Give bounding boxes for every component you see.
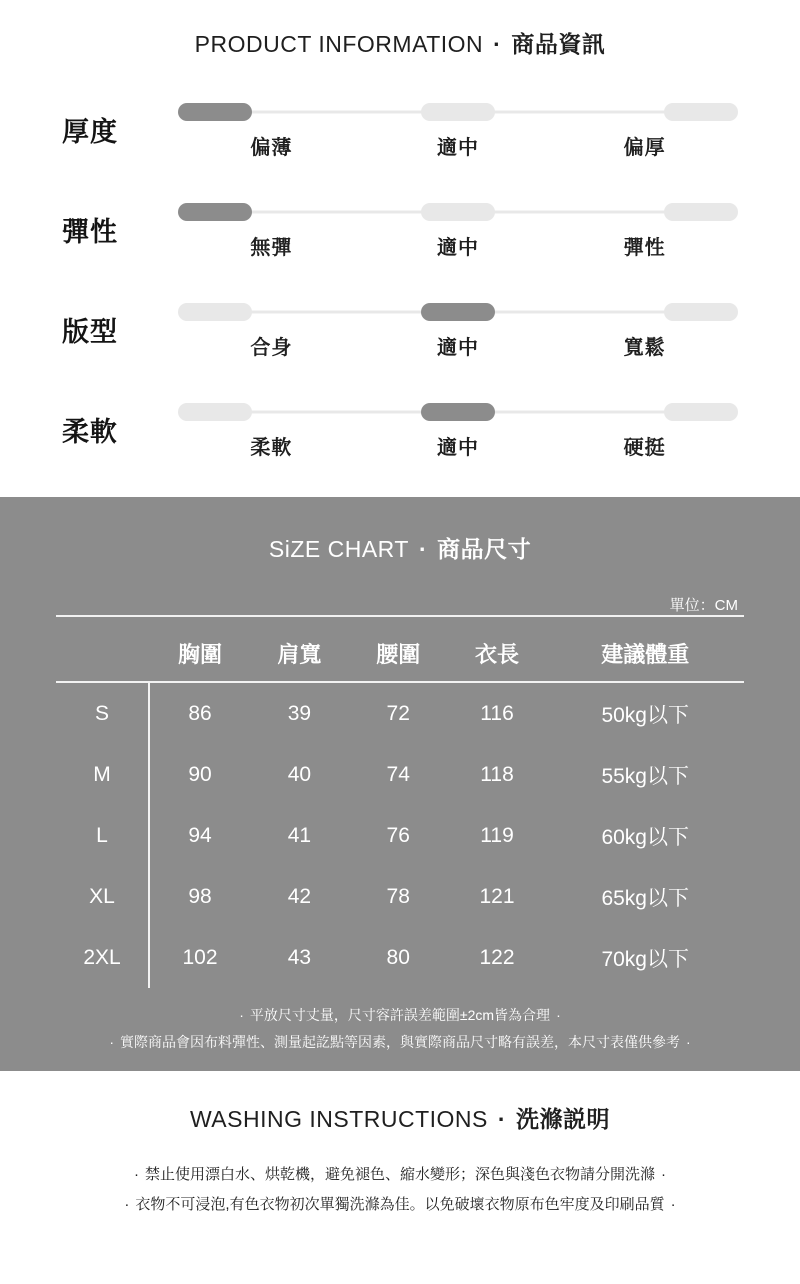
cell-shoulder: 42 xyxy=(287,884,312,908)
column-header-waist: 腰圍 xyxy=(349,625,448,682)
scale-tick-label: 偏厚 xyxy=(623,137,666,159)
scale-pip-1 xyxy=(421,203,495,221)
scale-pip-1 xyxy=(421,303,495,321)
washing-note xyxy=(0,1190,800,1220)
attribute-label: 厚度 xyxy=(62,117,118,147)
bullet-dot: · xyxy=(109,1033,114,1050)
cell-waist: 72 xyxy=(386,701,410,725)
scale-pip-0 xyxy=(178,303,252,321)
scale-tick-label: 柔軟 xyxy=(250,437,293,459)
cell-waist: 76 xyxy=(386,823,410,847)
attribute-row-softness xyxy=(62,397,738,497)
scale-ticks xyxy=(178,231,738,260)
cell-weight: 70kg以下 xyxy=(601,947,689,971)
washing-instructions-title-en: WASHING INSTRUCTIONS xyxy=(189,1106,488,1133)
size-chart-title xyxy=(0,531,800,564)
bullet-dot: · xyxy=(686,1033,691,1050)
cell-length: 121 xyxy=(479,884,515,908)
scale-tick-label: 寬鬆 xyxy=(623,337,666,359)
table-row xyxy=(56,866,744,927)
scale-pip-0 xyxy=(178,203,252,221)
scale-pip-2 xyxy=(664,303,738,321)
scale-tick-label: 適中 xyxy=(437,337,479,359)
bullet-dot: · xyxy=(670,1196,676,1214)
table-header-row xyxy=(56,625,744,682)
scale-tick-label: 彈性 xyxy=(623,237,666,259)
table-row xyxy=(56,805,744,866)
attribute-label: 版型 xyxy=(62,317,118,347)
scale-pip-1 xyxy=(421,103,495,121)
size-table xyxy=(56,625,744,988)
scale-track xyxy=(178,403,738,421)
scale-track xyxy=(178,303,738,321)
attribute-scale xyxy=(178,97,738,160)
size-chart-section xyxy=(0,497,800,1071)
cell-size: 2XL xyxy=(83,945,121,969)
cell-shoulder: 43 xyxy=(287,945,312,969)
cell-bust: 90 xyxy=(149,744,250,805)
cell-bust: 102 xyxy=(149,927,250,988)
title-separator-dot: · xyxy=(418,536,428,562)
table-row xyxy=(56,744,744,805)
scale-track xyxy=(178,103,738,121)
washing-instructions-title xyxy=(0,1101,800,1134)
size-chart-note xyxy=(0,1002,800,1029)
title-separator-dot: · xyxy=(493,31,502,57)
scale-tick-label: 適中 xyxy=(437,237,479,259)
scale-tick-label: 適中 xyxy=(437,437,479,459)
attribute-scale xyxy=(178,197,738,260)
size-chart-note xyxy=(0,1029,800,1056)
cell-size: XL xyxy=(89,884,115,908)
size-chart-title-en: SiZE CHART xyxy=(268,536,409,562)
scale-pip-0 xyxy=(178,103,252,121)
size-table-body xyxy=(56,682,744,988)
size-chart-note-text: 實際商品會因布料彈性、測量起訖點等因素，與實際商品尺寸略有誤差，本尺寸表僅供參考 xyxy=(120,1033,680,1050)
attribute-row-elasticity xyxy=(62,197,738,297)
scale-ticks xyxy=(178,431,738,460)
cell-length: 118 xyxy=(480,762,514,786)
column-header-weight: 建議體重 xyxy=(546,625,744,682)
product-information-title xyxy=(0,26,800,59)
cell-size: L xyxy=(96,823,108,847)
cell-length: 122 xyxy=(479,945,515,969)
table-row xyxy=(56,927,744,988)
attribute-list xyxy=(0,97,800,497)
attribute-label: 彈性 xyxy=(62,217,118,247)
column-header-size xyxy=(56,625,149,682)
product-information-title-en: PRODUCT INFORMATION xyxy=(194,31,484,57)
product-information-section xyxy=(0,0,800,497)
scale-pip-2 xyxy=(664,103,738,121)
cell-weight: 55kg以下 xyxy=(601,764,689,788)
scale-pip-2 xyxy=(664,403,738,421)
product-information-title-cn: 商品資訊 xyxy=(511,31,606,57)
bullet-dot: · xyxy=(556,1007,561,1023)
attribute-label: 柔軟 xyxy=(62,417,118,447)
scale-pip-1 xyxy=(421,403,495,421)
bullet-dot: · xyxy=(124,1196,130,1214)
scale-pip-2 xyxy=(664,203,738,221)
scale-tick-label: 合身 xyxy=(250,337,293,359)
title-separator-dot: · xyxy=(497,1106,507,1133)
bullet-dot: · xyxy=(133,1166,139,1184)
scale-tick-label: 偏薄 xyxy=(250,137,293,159)
washing-note xyxy=(0,1160,800,1190)
size-chart-notes xyxy=(0,1002,800,1055)
bullet-dot: · xyxy=(239,1007,244,1023)
cell-size: S xyxy=(94,701,109,725)
attribute-scale xyxy=(178,297,738,360)
size-chart-unit: 單位：CM xyxy=(669,597,738,614)
cell-shoulder: 41 xyxy=(287,823,312,847)
cell-weight: 65kg以下 xyxy=(601,886,689,910)
cell-bust: 94 xyxy=(149,805,250,866)
scale-tick-label: 硬挺 xyxy=(623,437,666,459)
attribute-scale xyxy=(178,397,738,460)
attribute-row-thickness xyxy=(62,97,738,197)
cell-waist: 78 xyxy=(386,884,410,908)
cell-waist: 74 xyxy=(386,762,410,786)
scale-track xyxy=(178,203,738,221)
cell-length: 119 xyxy=(480,823,514,847)
cell-shoulder: 40 xyxy=(287,762,312,786)
scale-ticks xyxy=(178,131,738,160)
attribute-row-fit xyxy=(62,297,738,397)
scale-ticks xyxy=(178,331,738,360)
column-header-length: 衣長 xyxy=(448,625,547,682)
scale-tick-label: 適中 xyxy=(437,137,479,159)
washing-note-text: 禁止使用漂白水、烘乾機，避免褪色、縮水變形；深色與淺色衣物請分開洗滌 xyxy=(144,1166,655,1184)
size-table-header xyxy=(56,625,744,682)
washing-instructions-section xyxy=(0,1071,800,1220)
table-row xyxy=(56,682,744,744)
washing-instructions-title-cn: 洗滌説明 xyxy=(516,1106,611,1133)
cell-weight: 50kg以下 xyxy=(601,703,689,727)
cell-shoulder: 39 xyxy=(287,701,312,725)
size-chart-title-cn: 商品尺寸 xyxy=(437,536,532,562)
column-header-bust: 胸圍 xyxy=(149,625,250,682)
scale-tick-label: 無彈 xyxy=(250,237,293,259)
cell-length: 116 xyxy=(480,701,514,725)
washing-notes xyxy=(0,1160,800,1220)
cell-bust: 98 xyxy=(149,866,250,927)
cell-size: M xyxy=(93,762,111,786)
cell-bust: 86 xyxy=(149,682,250,744)
size-chart-note-text: 平放尺寸丈量，尺寸容許誤差範圍±2cm皆為合理 xyxy=(249,1007,551,1023)
column-header-shoulder: 肩寬 xyxy=(250,625,349,682)
scale-pip-0 xyxy=(178,403,252,421)
bullet-dot: · xyxy=(661,1166,666,1184)
cell-waist: 80 xyxy=(386,945,410,969)
size-table-top-rule xyxy=(56,615,744,617)
cell-weight: 60kg以下 xyxy=(601,825,689,849)
washing-note-text: 衣物不可浸泡,有色衣物初次單獨洗滌為佳。以免破壞衣物原布色牢度及印刷品質 xyxy=(135,1196,665,1214)
